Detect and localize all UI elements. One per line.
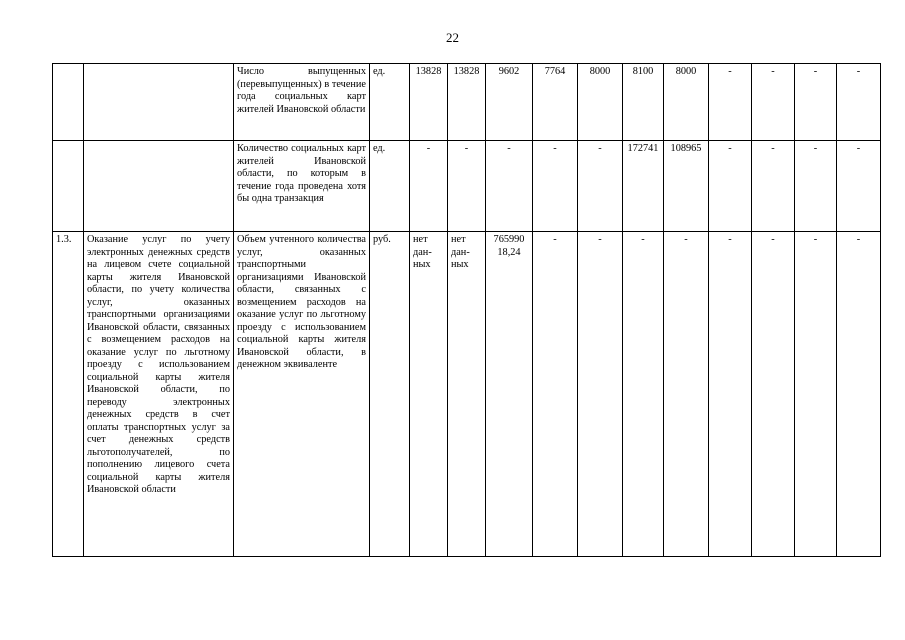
indicator-name-cell: Число выпущенных (перевыпущенных) в течение года социальных карт жителей Ивановской области xyxy=(234,64,370,141)
unit-cell: руб. xyxy=(370,232,410,557)
value-cell: - xyxy=(752,141,795,232)
value-cell: 9602 xyxy=(486,64,533,141)
indicators-table xyxy=(52,63,881,557)
row-number-cell xyxy=(53,141,84,232)
row-number-cell xyxy=(53,64,84,141)
indicator-name-cell: Объем учтенного количества услуг, оказанных транспортными организациями Ивановской области, связанных с возмещением расходов на оказание услуг по льготному проезду с использованием социальной карты жителя Ивановской области, в денежном эквиваленте xyxy=(234,232,370,557)
value-cell: - xyxy=(623,232,664,557)
value-cell: нет дан-ных xyxy=(448,232,486,557)
value-cell: - xyxy=(578,141,623,232)
value-cell: 765990 18,24 xyxy=(486,232,533,557)
value-cell: - xyxy=(752,232,795,557)
value-cell: 108965 xyxy=(664,141,709,232)
service-name-cell: Оказание услуг по учету электронных денежных средств на лицевом счете социальной карты жителя Ивановской области, по учету количества услуг, оказанных транспортными организациями Ивановской области, связанных с возмещением расходов на оказание услуг по льготному проезду с использованием социальной карты жителя Ивановской области, по переводу электронных денежных средств в счет оплаты транспортных услуг за счет денежных средств льготополучателей, по пополнению лицевого счета социальной карты жителя Ивановской области xyxy=(84,232,234,557)
value-cell: 8000 xyxy=(578,64,623,141)
table-row xyxy=(53,232,881,557)
unit-cell: ед. xyxy=(370,64,410,141)
value-cell: - xyxy=(795,141,837,232)
unit-cell: ед. xyxy=(370,141,410,232)
value-cell: - xyxy=(410,141,448,232)
value-cell: 13828 xyxy=(410,64,448,141)
value-cell: - xyxy=(795,232,837,557)
service-name-cell xyxy=(84,64,234,141)
row-number-cell: 1.3. xyxy=(53,232,84,557)
value-cell: 13828 xyxy=(448,64,486,141)
value-cell: - xyxy=(709,64,752,141)
value-cell: 172741 xyxy=(623,141,664,232)
value-cell: 7764 xyxy=(533,64,578,141)
table-row xyxy=(53,141,881,232)
indicator-name-cell: Количество социальных карт жителей Ивановской области, по которым в течение года проведена хотя бы одна транзакция xyxy=(234,141,370,232)
value-cell: - xyxy=(448,141,486,232)
page-number: 22 xyxy=(446,30,459,45)
value-cell: - xyxy=(664,232,709,557)
value-cell: - xyxy=(486,141,533,232)
service-name-cell xyxy=(84,141,234,232)
value-cell: - xyxy=(837,64,881,141)
value-cell: - xyxy=(533,232,578,557)
value-cell: 8100 xyxy=(623,64,664,141)
value-cell: - xyxy=(709,141,752,232)
value-cell: нет дан-ных xyxy=(410,232,448,557)
value-cell: - xyxy=(709,232,752,557)
value-cell: 8000 xyxy=(664,64,709,141)
value-cell: - xyxy=(837,141,881,232)
value-cell: - xyxy=(752,64,795,141)
value-cell: - xyxy=(837,232,881,557)
value-cell: - xyxy=(795,64,837,141)
value-cell: - xyxy=(578,232,623,557)
value-cell: - xyxy=(533,141,578,232)
table-row xyxy=(53,64,881,141)
